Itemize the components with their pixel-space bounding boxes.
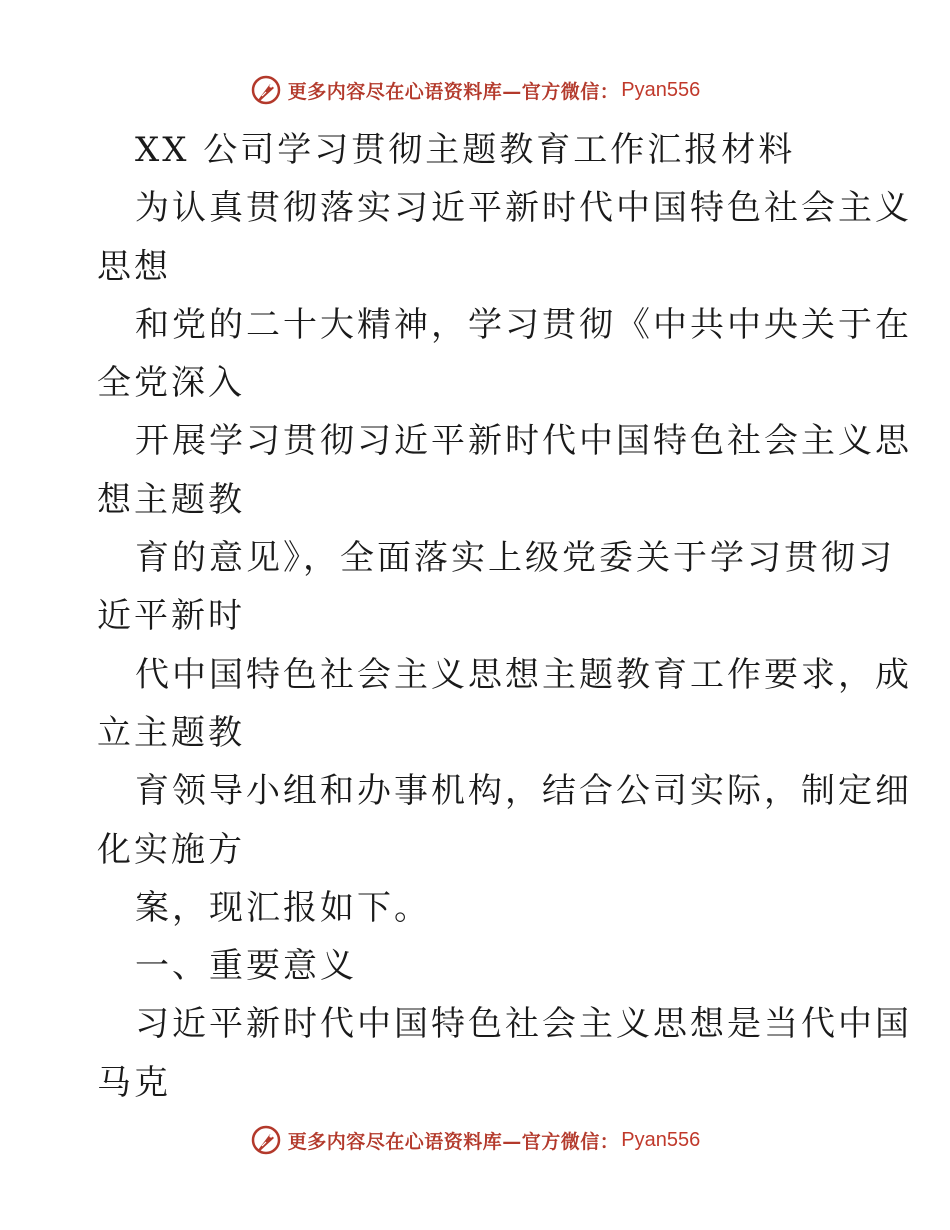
paragraph-line: 案，现汇报如下。	[135, 887, 431, 928]
paragraph-line: 为认真贯彻落实习近平新时代中国特色社会主义	[135, 188, 912, 229]
header-wechat-id: Pyan556	[621, 78, 701, 101]
pen-nib-logo-icon	[250, 74, 282, 106]
document-body	[97, 121, 912, 1112]
footer-banner-text: 更多内容尽在心语资料库—官方微信：	[287, 1130, 620, 1153]
header-banner-text: 更多内容尽在心语资料库—官方微信：	[287, 80, 620, 103]
footer-banner	[0, 1120, 950, 1160]
paragraph-line: 想主题教	[97, 479, 245, 520]
paragraph-line: 化实施方	[97, 829, 245, 870]
pen-nib-logo-icon	[250, 1124, 282, 1156]
paragraph-line: 近平新时	[97, 596, 245, 637]
document-title: XX 公司学习贯彻主题教育工作汇报材料	[135, 130, 796, 170]
paragraph-line: 育领导小组和办事机构，结合公司实际，制定细	[135, 771, 912, 812]
header-banner	[0, 70, 950, 110]
paragraph-line: 代中国特色社会主义思想主题教育工作要求，成	[135, 654, 912, 695]
paragraph-line: 全党深入	[97, 363, 245, 404]
paragraph-line: 马克	[97, 1062, 171, 1103]
paragraph-line: 思想	[97, 246, 171, 287]
paragraph-line: 习近平新时代中国特色社会主义思想是当代中国	[135, 1004, 912, 1045]
paragraph-line: 立主题教	[97, 712, 245, 753]
paragraph-line: 开展学习贯彻习近平新时代中国特色社会主义思	[135, 421, 912, 462]
paragraph-line: 和党的二十大精神，学习贯彻《中共中央关于在	[135, 304, 912, 345]
paragraph-line: 育的意见》，全面落实上级党委关于学习贯彻习	[135, 538, 895, 579]
footer-wechat-id: Pyan556	[621, 1128, 701, 1151]
section-heading: 一、重要意义	[135, 946, 357, 987]
